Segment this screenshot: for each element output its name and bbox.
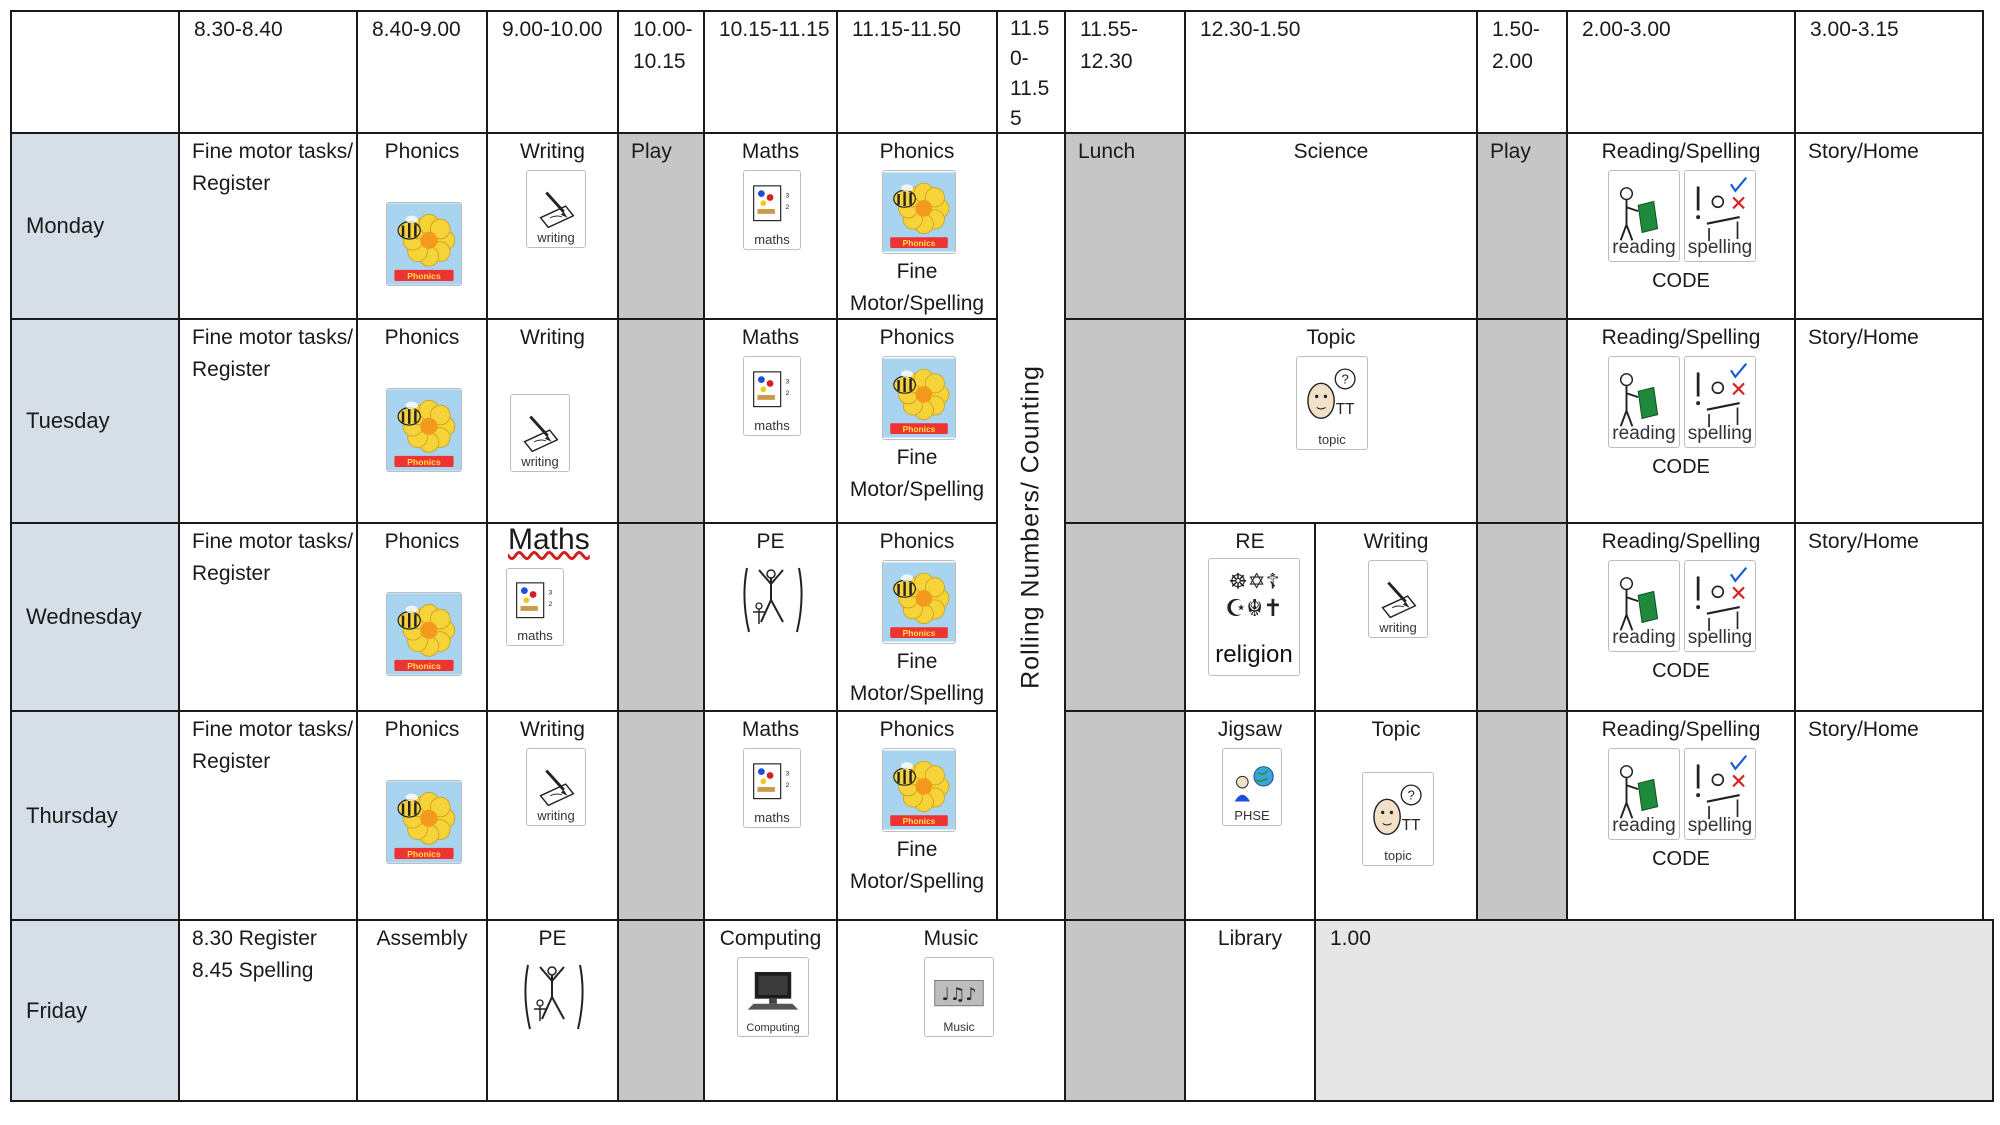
cell-lunch-wed [1064, 522, 1186, 712]
time-label: 8.40-9.00 [372, 18, 461, 41]
reading-icon [1608, 170, 1680, 262]
cell-assembly [356, 919, 488, 1102]
cell-play-wed [617, 522, 705, 712]
cell-text: Phonics [879, 718, 955, 741]
cell-text: 1.00 [1330, 927, 1371, 950]
cell-topic-thu [1314, 710, 1478, 921]
cell-pe-wed [703, 522, 838, 712]
cell-text: Fine motor tasks/ Register [192, 718, 354, 773]
header-corner [10, 10, 180, 134]
cell-science-mon [1184, 132, 1478, 320]
day-label: Tuesday [26, 408, 110, 433]
svg-text:2: 2 [548, 601, 553, 609]
cell-rolling-numbers [996, 132, 1066, 921]
cell-lunch-fri [1064, 919, 1186, 1102]
cell-phonics-mon [356, 132, 488, 320]
maths-icon [743, 170, 801, 250]
cell-phonics-fm-wed [836, 522, 998, 712]
cell-text: Fine Motor/Spelling [849, 260, 985, 315]
icon-caption: PHSE [1234, 808, 1270, 823]
cell-fine-motor-tue [178, 318, 358, 524]
cell-text: Phonics [879, 140, 955, 163]
cell-text: Reading/Spelling [1601, 530, 1761, 553]
cell-text: Phonics [384, 140, 460, 163]
cell-text: Topic [1306, 326, 1356, 349]
svg-text:☪☬✝: ☪☬✝ [1225, 594, 1283, 623]
svg-text:3: 3 [785, 192, 790, 200]
header-time-12 [1794, 10, 1984, 134]
header-time-6 [836, 10, 998, 134]
time-label: 8.30-8.40 [194, 18, 283, 41]
day-label: Wednesday [26, 604, 142, 629]
svg-text:☸✡☦: ☸✡☦ [1228, 569, 1280, 595]
icon-caption: reading [1612, 423, 1676, 444]
cell-maths-mon [703, 132, 838, 320]
svg-text:Phonics: Phonics [902, 816, 936, 827]
cell-reading-wed [1566, 522, 1796, 712]
cell-phonics-fm-mon [836, 132, 998, 320]
cell-story-tue [1794, 318, 1984, 524]
cell-friday-afternoon [1314, 919, 1994, 1102]
svg-text:Phonics: Phonics [902, 628, 936, 639]
icon-caption: topic [1318, 432, 1346, 447]
time-label: 11.5 0- 11.5 5 [1010, 17, 1050, 130]
cell-text: Fine motor tasks/ Register [192, 530, 354, 585]
day-label: Thursday [26, 802, 118, 828]
icon-caption: spelling [1687, 815, 1753, 836]
time-label: 2.00-3.00 [1582, 18, 1671, 41]
svg-text:3: 3 [785, 770, 790, 778]
writing-icon [526, 170, 586, 248]
cell-text: Computing [719, 927, 822, 950]
cell-phonics-tue [356, 318, 488, 524]
header-time-8 [1064, 10, 1186, 134]
cell-play-mon [617, 132, 705, 320]
computer-icon [737, 957, 809, 1037]
cell-maths-thu [703, 710, 838, 921]
writing-icon [510, 394, 570, 472]
header-time-1 [178, 10, 358, 134]
header-time-4 [617, 10, 705, 134]
svg-text:?: ? [1341, 371, 1349, 387]
cell-story-mon [1794, 132, 1984, 320]
svg-text:TT: TT [1335, 400, 1355, 418]
header-time-3 [486, 10, 619, 134]
cell-text: Play [1490, 140, 1531, 163]
cell-reading-mon [1566, 132, 1796, 320]
reading-icon [1608, 356, 1680, 448]
day-label: Friday [26, 997, 88, 1023]
icon-caption: spelling [1687, 627, 1753, 648]
topic-icon [1362, 772, 1434, 866]
cell-text: Lunch [1078, 140, 1136, 163]
cell-writing-wed [1314, 522, 1478, 712]
maths-icon [743, 748, 801, 828]
cell-writing-tue [486, 318, 619, 524]
cell-text: Play [631, 140, 672, 163]
cell-text: Phonics [879, 326, 955, 349]
svg-text:?: ? [1407, 787, 1415, 803]
music-icon [924, 957, 994, 1037]
cell-text: Library [1217, 927, 1283, 950]
icon-caption: writing [537, 230, 575, 245]
icon-caption: reading [1612, 627, 1676, 648]
cell-reading-thu [1566, 710, 1796, 921]
svg-text:3: 3 [785, 378, 790, 386]
icon-caption: writing [521, 454, 559, 469]
cell-lunch-tue [1064, 318, 1186, 524]
cell-text: Maths [741, 718, 800, 741]
reading-icon [1608, 560, 1680, 652]
phonics-icon [386, 202, 462, 286]
cell-maths-tue [703, 318, 838, 524]
cell-text: Fine Motor/Spelling [849, 838, 985, 893]
cell-text: Music [923, 927, 979, 950]
rolling-numbers-label: Rolling Numbers/ Counting [1016, 364, 1045, 689]
cell-maths-wed-9 [486, 522, 619, 712]
cell-text: Phonics [384, 326, 460, 349]
maths-icon [743, 356, 801, 436]
time-label: 10.15-11.15 [719, 18, 830, 41]
cell-phonics-thu [356, 710, 488, 921]
cell-text: Writing [1363, 530, 1429, 553]
svg-text:3: 3 [548, 589, 553, 597]
phonics-icon [882, 170, 956, 254]
phonics-icon [386, 780, 462, 864]
cell-fine-motor-wed [178, 522, 358, 712]
header-time-2 [356, 10, 488, 134]
time-label: 11.15-11.50 [852, 18, 961, 41]
cell-text: Fine motor tasks/ Register [192, 140, 354, 195]
cell-fine-motor-mon [178, 132, 358, 320]
svg-text:Phonics: Phonics [407, 457, 441, 468]
time-label: 9.00-10.00 [502, 18, 603, 41]
phonics-icon [882, 560, 956, 644]
svg-text:2: 2 [785, 782, 790, 790]
cell-text: PE [538, 927, 567, 950]
cell-story-thu [1794, 710, 1984, 921]
cell-play-thu [617, 710, 705, 921]
header-time-9 [1184, 10, 1478, 134]
cell-text: Phonics [384, 530, 460, 553]
cell-reading-tue [1566, 318, 1796, 524]
icon-caption: Music [943, 1020, 975, 1034]
phse-icon [1222, 748, 1282, 826]
cell-story-wed [1794, 522, 1984, 712]
day-thursday [10, 710, 180, 921]
header-time-5 [703, 10, 838, 134]
day-monday [10, 132, 180, 320]
icon-caption: writing [1379, 620, 1417, 635]
cell-re-wed [1184, 522, 1316, 712]
cell-text: CODE [1652, 270, 1710, 292]
phonics-icon [386, 388, 462, 472]
cell-text: Writing [520, 718, 585, 741]
cell-text: Phonics [384, 718, 460, 741]
phonics-icon [386, 592, 462, 676]
cell-text: Reading/Spelling [1601, 718, 1761, 741]
icon-caption: reading [1612, 237, 1676, 258]
cell-play2-tue [1476, 318, 1568, 524]
cell-library [1184, 919, 1316, 1102]
cell-text: Writing [520, 140, 585, 163]
icon-caption: maths [754, 232, 790, 247]
cell-text: CODE [1652, 660, 1710, 682]
header-time-10 [1476, 10, 1568, 134]
cell-text: Fine motor tasks/ Register [192, 326, 354, 381]
cell-writing-mon [486, 132, 619, 320]
cell-friday-register [178, 919, 358, 1102]
cell-text: Reading/Spelling [1601, 140, 1761, 163]
time-label: 11.55- 12.30 [1080, 18, 1138, 73]
svg-text:2: 2 [785, 390, 790, 398]
cell-text: Jigsaw [1217, 718, 1283, 741]
cell-text: Topic [1371, 718, 1421, 741]
spelling-icon [1684, 170, 1756, 262]
cell-computing [703, 919, 838, 1102]
cell-text: Reading/Spelling [1601, 326, 1761, 349]
cell-play2-mon [1476, 132, 1568, 320]
cell-text: Phonics [879, 530, 955, 553]
cell-text: Science [1293, 140, 1369, 163]
cell-text: CODE [1652, 456, 1710, 478]
day-tuesday [10, 318, 180, 524]
svg-text:2: 2 [785, 204, 790, 212]
cell-text: Maths [741, 140, 800, 163]
cell-play2-thu [1476, 710, 1568, 921]
cell-pe-fri [486, 919, 619, 1102]
spelling-icon [1684, 356, 1756, 448]
cell-text: Fine Motor/Spelling [849, 650, 985, 705]
cell-lunch-mon [1064, 132, 1186, 320]
topic-icon [1296, 356, 1368, 450]
icon-caption: topic [1384, 848, 1412, 863]
maths-icon [506, 568, 564, 646]
cell-text: Story/Home [1808, 326, 1919, 349]
pe-icon [741, 562, 805, 638]
time-label: 10.00- 10.15 [633, 18, 693, 73]
cell-music [836, 919, 1066, 1102]
icon-caption: spelling [1687, 423, 1753, 444]
cell-text: Writing [520, 326, 585, 349]
cell-text: Maths [741, 326, 800, 349]
icon-caption: writing [537, 808, 575, 823]
header-time-11 [1566, 10, 1796, 134]
reading-icon [1608, 748, 1680, 840]
time-label: 3.00-3.15 [1810, 18, 1899, 41]
icon-caption: Computing [746, 1022, 800, 1034]
day-label: Monday [26, 213, 105, 238]
phonics-icon [882, 748, 956, 832]
cell-text: Assembly [376, 927, 468, 950]
cell-text: CODE [1652, 848, 1710, 870]
religion-icon [1208, 558, 1300, 676]
day-wednesday [10, 522, 180, 712]
svg-text:Phonics: Phonics [902, 424, 936, 435]
phonics-icon [882, 356, 956, 440]
cell-phonics-wed [356, 522, 488, 712]
icon-caption: religion [1215, 641, 1293, 668]
writing-icon [1368, 560, 1428, 638]
svg-text:♩♫♪: ♩♫♪ [941, 984, 977, 1005]
cell-text: Story/Home [1808, 530, 1919, 553]
cell-fine-motor-thu [178, 710, 358, 921]
cell-lunch-thu [1064, 710, 1186, 921]
cell-phonics-fm-tue [836, 318, 998, 524]
cell-text: Maths [508, 523, 590, 556]
cell-text: PE [756, 530, 785, 553]
icon-caption: maths [517, 628, 553, 643]
cell-text: Story/Home [1808, 718, 1919, 741]
cell-text: Fine Motor/Spelling [849, 446, 985, 501]
writing-icon [526, 748, 586, 826]
spelling-icon [1684, 560, 1756, 652]
svg-text:TT: TT [1401, 816, 1421, 834]
cell-play2-wed [1476, 522, 1568, 712]
pe-icon [522, 959, 586, 1035]
time-label: 1.50- 2.00 [1492, 18, 1540, 73]
cell-writing-thu [486, 710, 619, 921]
svg-text:Phonics: Phonics [407, 271, 441, 282]
svg-text:Phonics: Phonics [407, 661, 441, 672]
icon-caption: spelling [1687, 237, 1753, 258]
header-time-7 [996, 10, 1066, 134]
cell-text: 8.30 Register 8.45 Spelling [192, 927, 317, 982]
cell-play-tue [617, 318, 705, 524]
icon-caption: maths [754, 418, 790, 433]
cell-play-fri [617, 919, 705, 1102]
icon-caption: reading [1612, 815, 1676, 836]
spelling-icon [1684, 748, 1756, 840]
svg-text:Phonics: Phonics [902, 238, 936, 249]
cell-text: Story/Home [1808, 140, 1919, 163]
cell-phonics-fm-thu [836, 710, 998, 921]
day-friday [10, 919, 180, 1102]
svg-text:Phonics: Phonics [407, 849, 441, 860]
icon-caption: maths [754, 810, 790, 825]
time-label: 12.30-1.50 [1200, 18, 1301, 41]
cell-text: RE [1235, 530, 1265, 553]
cell-jigsaw-thu [1184, 710, 1316, 921]
cell-topic-tue [1184, 318, 1478, 524]
